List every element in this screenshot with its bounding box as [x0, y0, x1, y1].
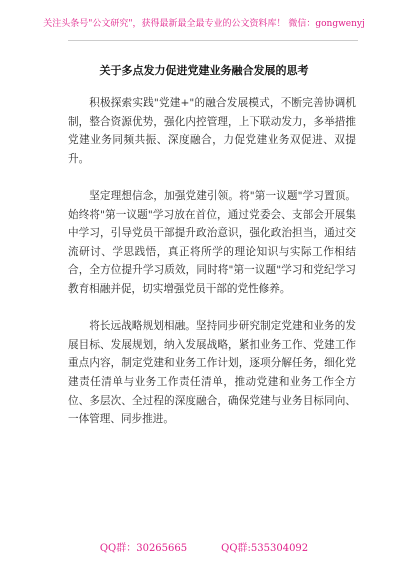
document-title: 关于多点发力促进党建业务融合发展的思考: [99, 64, 309, 77]
footer: [0, 542, 408, 555]
header-banner: 关注头条号"公文研究"，获得最新最全最专业的公文资料库！ 微信：gongwenyj: [43, 19, 365, 29]
footer-qq-group-1: QQ群：30265665: [99, 543, 188, 554]
document-body: [68, 94, 356, 447]
paragraph-2: 坚定理想信念，加强党建引领。将"第一议题"学习置顶。始终将"第一议题"学习放在首位，通过党委会、支部会开展集中学习，引导党员干部提升政治意识，强化政治担当，通过交流研讨、学思践悟，真正将所学的理论知识与实际工作相结合，全方位提升学习质效，同时将"第一议题"学习和党纪学习教育相融并促，切实增强党员干部的党性修养。: [68, 189, 356, 295]
paragraph-1: 积极探索实践"党建+"的融合发展模式，不断完善协调机制，整合资源优势，强化内控管理，上下联动发力，多举措推党建业务同频共振、深度融合，力促党建业务双促进、双提升。: [68, 97, 356, 165]
header-divider: [68, 40, 358, 41]
footer-qq-group-2: QQ群:535304092: [221, 543, 309, 554]
paragraph-3: 将长远战略规划相融。坚持同步研究制定党建和业务的发展目标、发展规划，纳入发展战略，紧扣业务工作、党建工作重点内容，制定党建和业务工作计划，逐项分解任务，细化党建责任清单与业务工作责任清单，推动党建和业务工作全方位、多层次、全过程的深度融合，确保党建与业务目标同向、一体管理、同步推进。: [68, 320, 356, 426]
